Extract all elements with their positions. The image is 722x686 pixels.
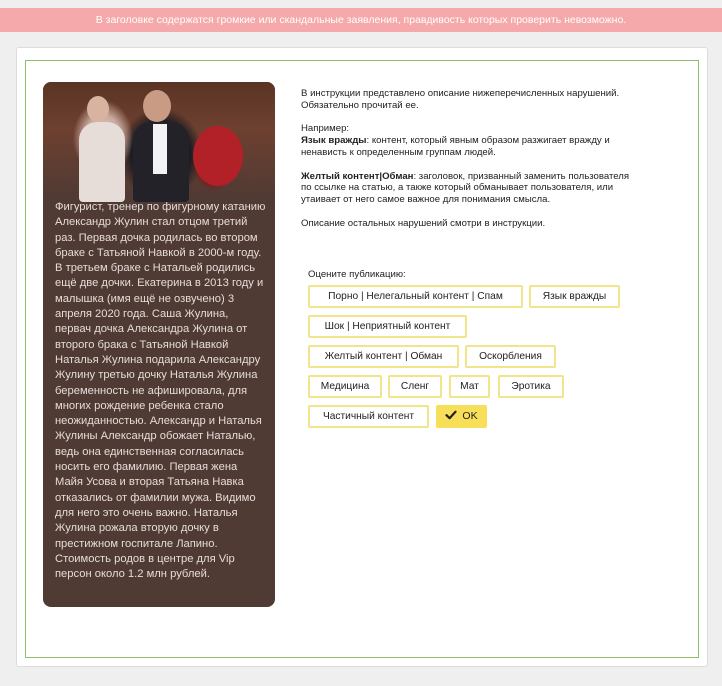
warning-banner-text: В заголовке содержатся громкие или скандальные заявления, правдивость которых проверить невозможно. xyxy=(95,14,627,26)
news-text: Фигурист, тренер по фигурному катанию Александр Жулин стал отцом третий раз. Первая дочка родилась во втором браке с Татьяной Навкой в 2000-м году. В третьем браке с Натальей родились ещё две дочки. Екатерина в 2013 году и малышка (имя ещё не озвучено) 3 апреля 2020 года. Саша Жулина, первач дочка Александра Жулина от второго брака с Татьяной Навкой Наталья Жулина подарила Александру Жулину третью дочку Наталья Жулина беременность не афишировала, для многих рождение ребенка стало неожиданностью. Александр и Наталья Жулины Александр обожает Наталью, ведь она единственная согласилась носить его фамилию. Первая жена Майя Усова и вторая Татьяна Навка отказались от фамилии мужа. Видимо для него это очень важно. Наталья Жулина рожала вторую дочку в престижном госпитале Лапино. Стоимость родов в центре для Vip персон около 1.2 млн рублей. xyxy=(55,201,266,581)
tag-insults[interactable]: Оскорбления xyxy=(465,345,556,368)
yellow-content-definition xyxy=(301,171,637,206)
tag-medicine[interactable]: Медицина xyxy=(308,375,382,398)
warning-banner xyxy=(0,8,722,32)
tag-hate-speech[interactable]: Язык вражды xyxy=(529,285,620,308)
example-label: Например: xyxy=(301,123,350,135)
rating-label: Оцените публикацию: xyxy=(308,269,406,280)
instructions-block xyxy=(301,88,637,241)
news-photo xyxy=(43,82,275,200)
yellow-content-description: : заголовок, призванный заменить пользователя по ссылке на статью, а также который обманывает пользователя, или утаивает от него самое важное для понимания смысла. xyxy=(301,170,630,206)
ok-button-label: OK xyxy=(462,410,478,422)
photo-figure-man-head xyxy=(143,90,171,122)
tag-profanity[interactable]: Мат xyxy=(449,375,490,398)
moderation-card xyxy=(16,47,708,667)
ok-button[interactable] xyxy=(436,405,487,428)
instructions-examples xyxy=(301,123,637,158)
tag-slang[interactable]: Сленг xyxy=(388,375,442,398)
photo-figure-woman-head xyxy=(87,96,109,122)
yellow-content-term: Желтый контент|Обман xyxy=(301,170,414,182)
tag-shock-content[interactable]: Шок | Неприятный контент xyxy=(308,315,467,338)
check-icon xyxy=(445,409,457,421)
photo-flowers xyxy=(193,126,243,186)
hate-speech-term: Язык вражды xyxy=(301,135,367,147)
hate-speech-description: : контент, который явным образом разжигает вражду и ненависть к определенным группам людей. xyxy=(301,135,610,158)
photo-figure-man-shirt xyxy=(153,124,167,174)
photo-figure-woman xyxy=(79,122,125,202)
instructions-outro: Описание остальных нарушений смотри в инструкции. xyxy=(301,217,546,229)
tag-erotica[interactable]: Эротика xyxy=(498,375,564,398)
tag-partial-content[interactable]: Частичный контент xyxy=(308,405,429,428)
tag-yellow-content[interactable]: Желтый контент | Обман xyxy=(308,345,459,368)
news-preview-card xyxy=(43,82,275,607)
tag-porn-illegal-spam[interactable]: Порно | Нелегальный контент | Спам xyxy=(308,285,523,308)
instructions-intro: В инструкции представлено описание нижеперечисленных нарушений. Обязательно прочитай ее. xyxy=(301,88,620,111)
